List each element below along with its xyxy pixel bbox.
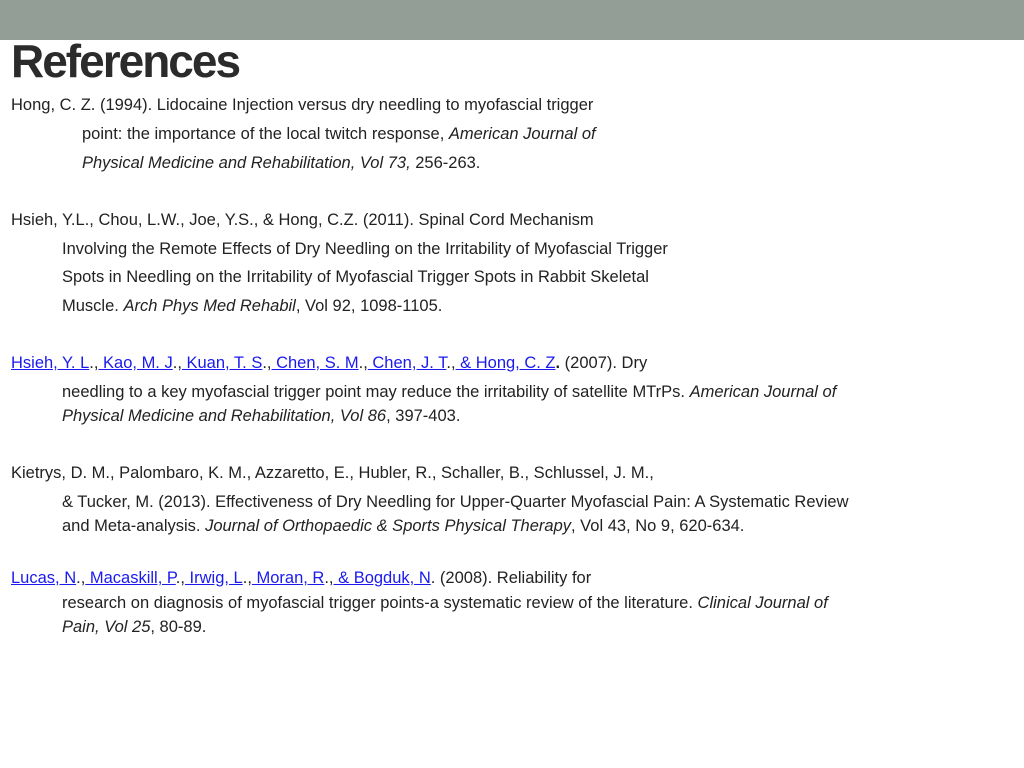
ref-lucas2008-line2 <box>62 592 828 614</box>
journal-title: American Journal of <box>448 125 596 143</box>
journal-title: Physical Medicine and Rehabilitation, Vol 73, <box>82 154 411 172</box>
ref-text: , 80-89. <box>150 618 207 636</box>
ref-hsieh2007-line3 <box>62 405 460 427</box>
journal-title: Clinical Journal of <box>697 594 828 612</box>
ref-hong1994-line3 <box>82 152 480 174</box>
author-link-lucas[interactable]: Lucas, N <box>11 569 77 587</box>
separator: ., <box>446 354 456 372</box>
ref-text: 256-263. <box>410 154 481 172</box>
separator: . <box>555 354 561 372</box>
ref-kietrys2013-line1: Kietrys, D. M., Palombaro, K. M., Azzaretto, E., Hubler, R., Schaller, B., Schlussel, J. M., <box>11 464 654 482</box>
ref-kietrys2013-line3 <box>62 515 744 537</box>
ref-hong1994-line1: Hong, C. Z. (1994). Lidocaine Injection versus dry needling to myofascial trigger <box>11 96 594 114</box>
page-title: References <box>11 35 240 87</box>
author-link-chen-jt[interactable]: Chen, J. T <box>367 354 447 372</box>
journal-title: Physical Medicine and Rehabilitation, Vol 86 <box>62 407 387 425</box>
author-link-bogduk[interactable]: & Bogduk, N <box>333 569 431 587</box>
ref-text: (2007). Dry <box>560 354 648 372</box>
journal-title: Pain, Vol 25 <box>62 618 151 636</box>
author-link-kao[interactable]: Kao, M. J <box>98 354 173 372</box>
separator: ., <box>242 569 252 587</box>
journal-title: Arch Phys Med Rehabil <box>123 297 296 315</box>
ref-text: , Vol 92, 1098-1105. <box>295 297 443 315</box>
separator: ., <box>172 354 182 372</box>
ref-hsieh2007-line2 <box>62 381 836 403</box>
journal-title: American Journal of <box>689 383 837 401</box>
ref-hsieh2011-line1: Hsieh, Y.L., Chou, L.W., Joe, Y.S., & Hong, C.Z. (2011). Spinal Cord Mechanism <box>11 211 594 229</box>
ref-hsieh2011-line4 <box>62 295 442 317</box>
ref-text: needling to a key myofascial trigger point may reduce the irritability of satellite MTrPs. <box>62 383 690 401</box>
separator: ., <box>358 354 368 372</box>
author-link-chen-sm[interactable]: Chen, S. M <box>271 354 359 372</box>
ref-lucas2008-line1 <box>11 567 591 589</box>
ref-kietrys2013-line2: & Tucker, M. (2013). Effectiveness of Dry Needling for Upper-Quarter Myofascial Pain: A Systematic Review <box>62 493 849 511</box>
ref-text: point: the importance of the local twitch response, <box>82 125 449 143</box>
ref-lucas2008-line3 <box>62 616 206 638</box>
author-link-hsieh[interactable]: Hsieh, Y. L <box>11 354 90 372</box>
ref-text: and Meta-analysis. <box>62 517 206 535</box>
ref-hong1994-line2 <box>82 123 596 145</box>
separator: ., <box>262 354 272 372</box>
ref-text: Muscle. <box>62 297 124 315</box>
author-link-macaskill[interactable]: Macaskill, P <box>85 569 176 587</box>
author-link-irwig[interactable]: Irwig, L <box>184 569 243 587</box>
author-link-kuan[interactable]: Kuan, T. S <box>181 354 263 372</box>
ref-text: . (2008). Reliability for <box>430 569 592 587</box>
separator: ., <box>324 569 334 587</box>
ref-text: , Vol 43, No 9, 620-634. <box>571 517 745 535</box>
author-link-moran[interactable]: Moran, R <box>251 569 325 587</box>
journal-title: Journal of Orthopaedic & Sports Physical Therapy <box>205 517 572 535</box>
ref-text: research on diagnosis of myofascial trigger points-a systematic review of the literature. <box>62 594 698 612</box>
ref-hsieh2011-line2: Involving the Remote Effects of Dry Needling on the Irritability of Myofascial Trigger <box>62 240 668 258</box>
author-link-hong[interactable]: & Hong, C. Z <box>455 354 556 372</box>
ref-text: , 397-403. <box>386 407 461 425</box>
separator: ., <box>89 354 99 372</box>
ref-hsieh2007-line1 <box>11 352 647 374</box>
ref-hsieh2011-line3: Spots in Needling on the Irritability of Myofascial Trigger Spots in Rabbit Skeletal <box>62 268 649 286</box>
separator: ., <box>76 569 86 587</box>
separator: ., <box>175 569 185 587</box>
